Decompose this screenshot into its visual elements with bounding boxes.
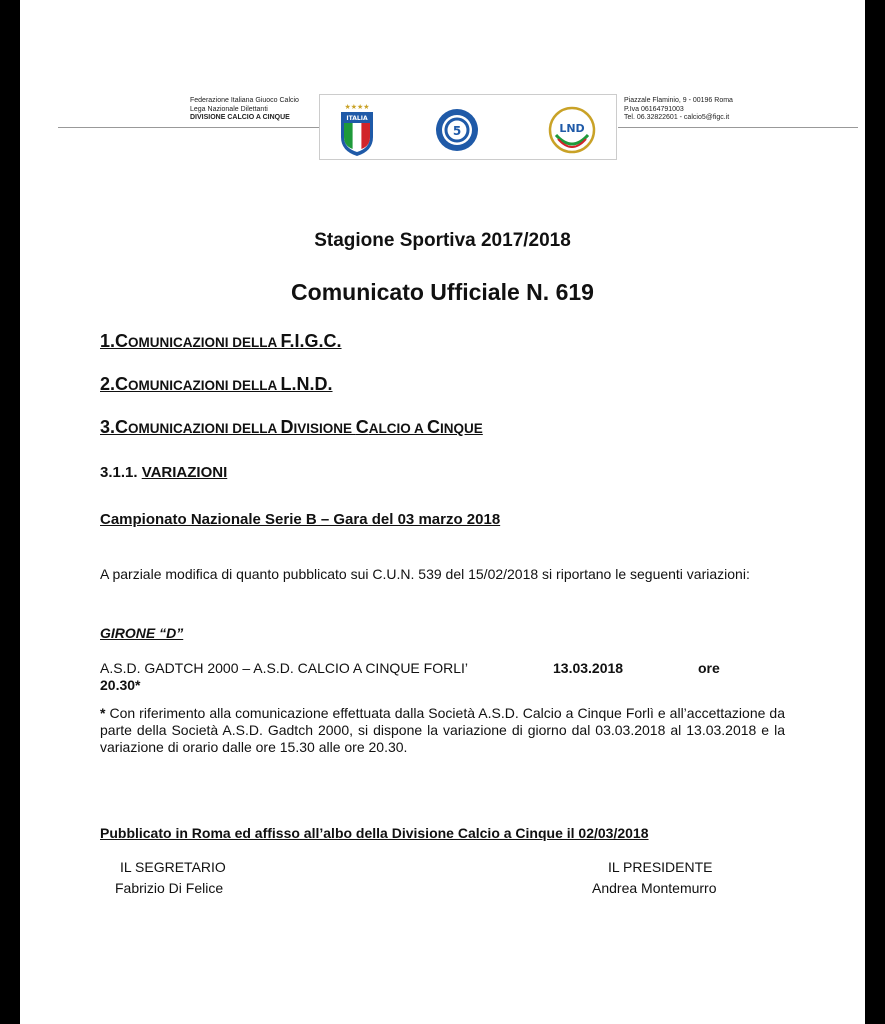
section-3-cap-d: D <box>280 417 294 437</box>
calcio5-logo-icon <box>434 107 480 153</box>
header-left-block <box>190 97 299 123</box>
header-left-line2: Lega Nazionale Dilettanti <box>190 105 268 113</box>
subsection-number: 3.1.1. <box>100 464 142 481</box>
header-right-line2: P.Iva 06164791003 <box>624 105 684 113</box>
header-right-block <box>624 97 733 123</box>
intro-paragraph: A parziale modifica di quanto pubblicato sui C.U.N. 539 del 15/02/2018 si riportano le seguenti variazioni: <box>100 566 750 582</box>
section-3-text-e: IVISIONE <box>293 421 356 436</box>
note-paragraph <box>100 705 785 756</box>
subsection-label: VARIAZIONI <box>141 464 228 481</box>
note-text: Con riferimento alla comunicazione effettuata dalla Società A.S.D. Calcio a Cinque Forlì e all’accettazione da parte della Società A.S.D. Gadtch 2000, si dispone la variazione di giorno dal 03.03.2018 al 13.03.2018 e la variazione di orario dalle ore 15.30 alle ore 20.30. <box>100 705 785 755</box>
header-left-line3: DIVISIONE CALCIO A CINQUE <box>190 114 290 121</box>
president-title: IL PRESIDENTE <box>608 859 713 875</box>
secretary-title: IL SEGRETARIO <box>120 859 226 875</box>
header-left-line1: Federazione Italiana Giuoco Calcio <box>190 97 299 104</box>
section-1-heading <box>100 331 342 352</box>
header-divider-right <box>618 127 858 128</box>
document-page <box>20 0 865 1024</box>
match-ore-label: ore <box>698 660 720 676</box>
season-title: Stagione Sportiva 2017/2018 <box>314 230 571 251</box>
note-asterisk: * <box>100 705 106 721</box>
header-right-line3: Tel. 06.32822601 - calcio5@figc.it <box>624 114 730 121</box>
group-heading: GIRONE “D” <box>100 625 184 641</box>
lnd-logo-icon <box>548 105 596 155</box>
match-teams: A.S.D. GADTCH 2000 – A.S.D. CALCIO A CINQUE FORLI’ <box>100 660 468 676</box>
section-3-text-h: INQUE <box>440 421 483 436</box>
logo-box <box>319 94 617 160</box>
subsection-heading <box>100 464 227 481</box>
section-2-text: OMUNICAZIONI DELLA <box>128 378 281 393</box>
header-divider-left <box>58 127 320 128</box>
section-3-heading <box>100 417 483 438</box>
svg-text:LND: LND <box>559 122 585 135</box>
section-3-cap-c: C <box>355 417 369 437</box>
section-1-text: OMUNICAZIONI DELLA <box>128 335 281 350</box>
svg-text:ITALIA: ITALIA <box>346 115 368 122</box>
svg-text:★★★★: ★★★★ <box>344 103 370 111</box>
section-2-acronym: L.N.D. <box>280 374 333 394</box>
section-3-number: 3.C <box>100 417 129 437</box>
section-3-cap-c2: C <box>427 417 441 437</box>
section-2-heading <box>100 374 333 395</box>
section-1-acronym: F.I.G.C. <box>280 331 342 351</box>
section-3-text-f: ALCIO A <box>368 421 428 436</box>
communique-title: Comunicato Ufficiale N. 619 <box>291 279 594 305</box>
section-1-number: 1.C <box>100 331 129 351</box>
secretary-name: Fabrizio Di Felice <box>115 880 224 896</box>
president-name: Andrea Montemurro <box>592 880 717 896</box>
figc-logo-icon <box>338 101 376 157</box>
svg-text:5: 5 <box>452 124 462 138</box>
section-3-text-a: OMUNICAZIONI DELLA <box>128 421 281 436</box>
match-time: 20.30* <box>100 677 141 693</box>
published-line: Pubblicato in Roma ed affisso all’albo della Divisione Calcio a Cinque il 02/03/2018 <box>100 825 649 841</box>
championship-heading: Campionato Nazionale Serie B – Gara del 03 marzo 2018 <box>100 511 501 528</box>
header-right-line1: Piazzale Flaminio, 9 - 00196 Roma <box>624 97 733 104</box>
match-date: 13.03.2018 <box>553 660 624 676</box>
section-2-number: 2.C <box>100 374 129 394</box>
